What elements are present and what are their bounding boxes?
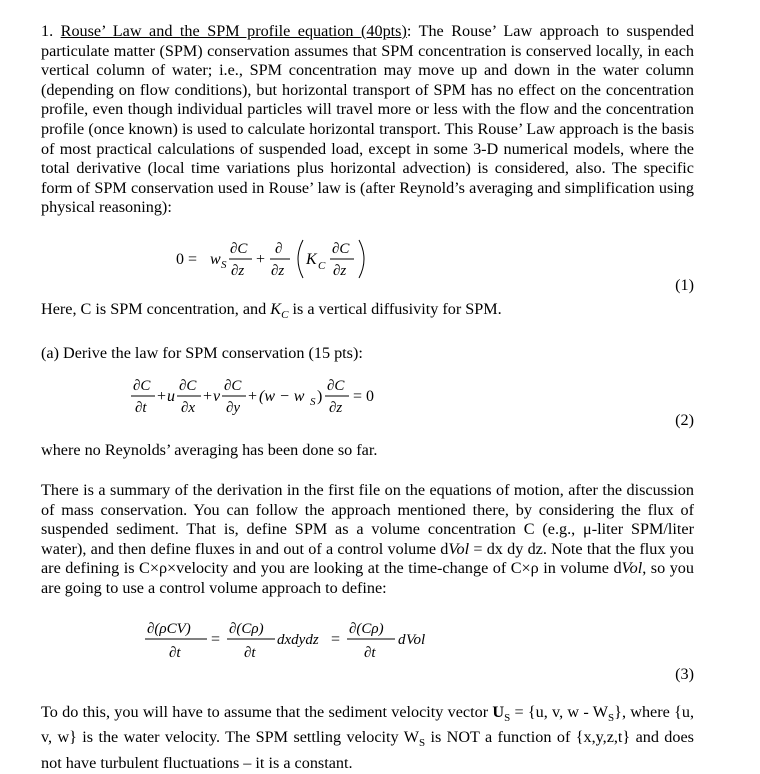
assumption-part-4: is NOT a function of {x,y,z,t} and does not have turbulent fluctuations – it is a constant.	[41, 728, 694, 773]
vol-symbol-1: Vol	[448, 539, 470, 558]
eq1-frac3-den: ∂z	[333, 262, 347, 279]
reynolds-note: where no Reynolds’ averaging has been done so far.	[41, 441, 378, 460]
equation-3-row	[41, 613, 694, 697]
assumption-part-3: }, where {u, v, w} is the water velocity. The SPM settling velocity W	[41, 702, 694, 747]
equation-2-number: (2)	[675, 411, 694, 430]
question-heading: Rouse’ Law and the SPM profile equation (40pts)	[60, 22, 407, 40]
assumption-part-1: To do this, you will have to assume that the sediment velocity vector	[41, 702, 493, 721]
definition-line	[41, 300, 694, 326]
eq1-lhs: 0 =	[176, 250, 198, 268]
eq2-p3: +	[248, 388, 258, 406]
ws-subscript-2: S	[418, 737, 426, 750]
definition-suffix: is a vertical diffusivity for SPM.	[288, 299, 502, 318]
eq2-t4-num: ∂C	[327, 378, 345, 395]
eq2-t4-den: ∂z	[329, 400, 343, 417]
eq3-f2-den: ∂t	[244, 644, 256, 661]
eq3-vol: Vol	[406, 631, 426, 648]
equation-1-row	[41, 228, 694, 300]
eq2-p2: +	[203, 388, 213, 406]
eq1-frac1-num: ∂C	[230, 240, 248, 257]
eq2-t2-num: ∂C	[179, 378, 197, 395]
part-a-prompt: (a) Derive the law for SPM conservation (15 pts):	[41, 343, 363, 362]
summary-part-3: , so you are going to use a control volume approach to define:	[41, 559, 694, 597]
eq1-frac1-den: ∂z	[231, 262, 245, 279]
eq3-eq2: =	[331, 630, 341, 648]
summary-part-2: = dx dy dz. Note that the flux you are defining is C×ρ×velocity and you are looking at the time-change of C×ρ in volume d	[41, 539, 695, 578]
kc-symbol: K	[270, 299, 282, 318]
eq1-frac3-num: ∂C	[332, 240, 350, 257]
eq1-ws-sub: S	[221, 258, 227, 271]
eq3-f3-num: ∂(Cρ)	[349, 620, 384, 637]
eq3-f3-den: ∂t	[364, 644, 376, 661]
question-1-intro	[41, 22, 694, 218]
assumption-paragraph	[41, 703, 694, 774]
definition-prefix: Here, C is SPM concentration, and	[41, 299, 271, 318]
eq3-eq1: =	[211, 630, 221, 648]
eq2-wclose: )	[317, 388, 323, 406]
equation-2-row	[41, 371, 694, 441]
equation-2	[129, 371, 429, 431]
eq2-t3-num: ∂C	[224, 378, 242, 395]
eq2-t2-den: ∂x	[181, 400, 196, 417]
eq3-f1-den: ∂t	[169, 644, 181, 661]
eq2-v: v	[213, 388, 221, 406]
eq2-p1: +	[157, 388, 167, 406]
eq2-t1-num: ∂C	[133, 378, 151, 395]
equation-3-number: (3)	[675, 664, 694, 683]
eq3-mid: dxdydz	[277, 631, 319, 648]
eq2-rhs: = 0	[353, 388, 375, 406]
summary-paragraph	[41, 481, 694, 599]
ws-subscript-1: S	[608, 711, 615, 724]
equation-3	[141, 613, 461, 675]
eq1-frac2-den: ∂z	[271, 262, 285, 279]
question-number: 1.	[41, 22, 54, 40]
us-subscript: S	[504, 711, 511, 724]
eq2-wsub: S	[310, 396, 316, 409]
assumption-part-2: = {u, v, w - W	[510, 702, 609, 721]
eq3-f2-num: ∂(Cρ)	[229, 620, 264, 637]
eq2-t3-den: ∂y	[226, 400, 241, 417]
equation-1	[176, 228, 436, 294]
eq1-plus: +	[256, 250, 266, 268]
kc-subscript: C	[281, 309, 289, 322]
vol-symbol-2: Vol	[621, 559, 643, 578]
intro-text: : The Rouse’ Law approach to suspended particulate matter (SPM) conservation assumes that SPM concentration is conserved locally, in each vertical column of water; i.e., SPM concentration may move up and down in the water column (depending on flow conditions), but horizontal transport of SPM has no effect on the concentration profile, even though individual particles will travel more or less with the flow and the concentration profile (once known) is used to calculate horizontal transport. This Rouse’ Law approach is the basis of most practical calculations of suspended load, except in some 3-D numerical models, where the total derivative (local time variations plus horizontal advection) is considered, also. The specific form of SPM conservation used in Rouse’ law is (after Reynold’s averaging and simplification using physical reasoning):	[41, 22, 694, 217]
eq1-frac2-num: ∂	[275, 240, 283, 257]
eq2-wpar: (w − w	[259, 388, 305, 406]
eq1-k-sub: C	[318, 259, 326, 272]
equation-1-number: (1)	[675, 275, 694, 294]
eq3-d: d	[398, 631, 406, 648]
us-symbol: U	[492, 702, 505, 721]
eq3-f1-num: ∂(ρCV)	[147, 620, 191, 637]
eq2-u: u	[167, 388, 175, 406]
eq1-ws: w	[210, 250, 221, 268]
summary-part-1: There is a summary of the derivation in the first file on the equations of motion, after the discussion of mass conservation. You can follow the approach mentioned there, by considering the flux of suspended sediment. That is, define SPM as a volume concentration C (e.g., μ-liter SPM/liter water), and then define fluxes in and out of a control volume d	[41, 480, 694, 558]
eq2-t1-den: ∂t	[135, 400, 147, 417]
eq1-k: K	[306, 250, 317, 268]
